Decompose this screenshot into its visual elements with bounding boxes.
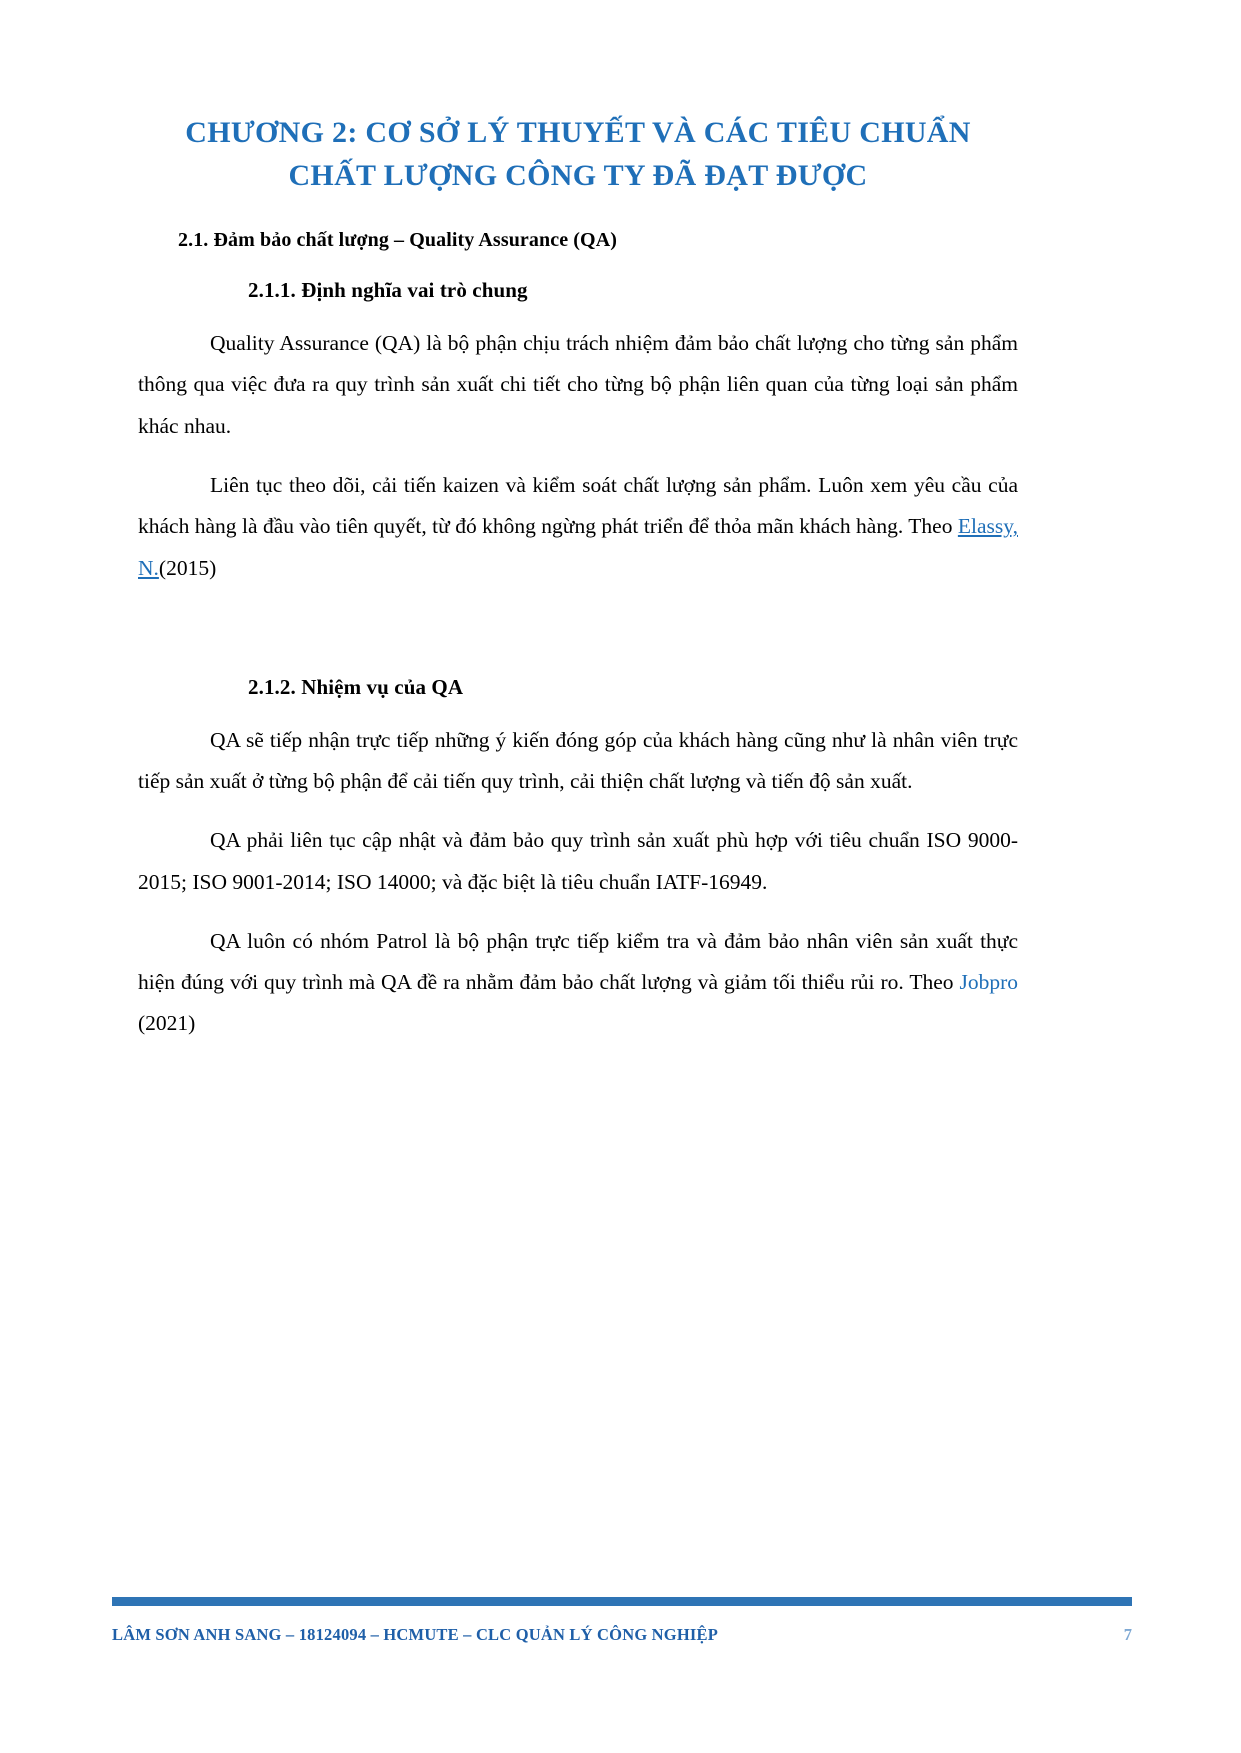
citation-link-jobpro[interactable]: Jobpro [959,970,1018,995]
chapter-title-line-2: CHẤT LƯỢNG CÔNG TY ĐÃ ĐẠT ĐƯỢC [288,158,868,192]
heading-2-1: 2.1. Đảm bảo chất lượng – Quality Assurance (QA) [178,229,617,252]
paragraph-qa-standards: QA phải liên tục cập nhật và đảm bảo quy trình sản xuất phù hợp với tiêu chuẩn ISO 9000-2015; ISO 9001-2014; ISO 14000; và đặc biệt là tiêu chuẩn IATF-16949. [138,828,1018,894]
paragraph-text-before-citation: Liên tục theo dõi, cải tiến kaizen và kiểm soát chất lượng sản phẩm. Luôn xem yêu cầu của khách hàng là đầu vào tiên quyết, từ đó không ngừng phát triển để thỏa mãn khách hàng. Theo [138,472,1018,539]
heading-2-1-1: 2.1.1. Định nghĩa vai trò chung [248,278,528,303]
heading-2-1-2: 2.1.2. Nhiệm vụ của QA [248,674,464,699]
chapter-title [138,112,1018,197]
page-footer [112,1625,1132,1645]
citation-link-elassy[interactable]: Elassy, N. [138,514,1018,580]
paragraph-qa-feedback: QA sẽ tiếp nhận trực tiếp những ý kiến đóng góp của khách hàng cũng như là nhân viên trực tiếp sản xuất ở từng bộ phận để cải tiến quy trình, cải thiện chất lượng và tiến độ sản xuất. [138,727,1018,794]
citation-year-jobpro: (2021) [138,1011,196,1036]
citation-year-elassy: (2015) [158,555,217,580]
footer-author-info: LÂM SƠN ANH SANG – 18124094 – HCMUTE – CLC QUẢN LÝ CÔNG NGHIỆP [112,1625,718,1644]
page-content [138,112,1018,1045]
paragraph-qa-monitoring [138,465,1018,589]
paragraph-qa-definition: Quality Assurance (QA) là bộ phận chịu trách nhiệm đảm bảo chất lượng cho từng sản phẩm thông qua việc đưa ra quy trình sản xuất chi tiết cho từng bộ phận liên quan của từng loại sản phẩm khác nhau. [138,331,1018,438]
paragraph-text-before-citation-2: QA luôn có nhóm Patrol là bộ phận trực tiếp kiểm tra và đảm bảo nhân viên sản xuất thực hiện đúng với quy trình mà QA đề ra nhằm đảm bảo chất lượng và giảm tối thiểu rủi ro. Theo [138,928,1018,995]
footer-page-number: 7 [1123,1625,1132,1644]
footer-divider [112,1597,1132,1606]
paragraph-qa-patrol [138,921,1018,1045]
chapter-title-line-1: CHƯƠNG 2: CƠ SỞ LÝ THUYẾT VÀ CÁC TIÊU CHUẨN [185,116,971,149]
